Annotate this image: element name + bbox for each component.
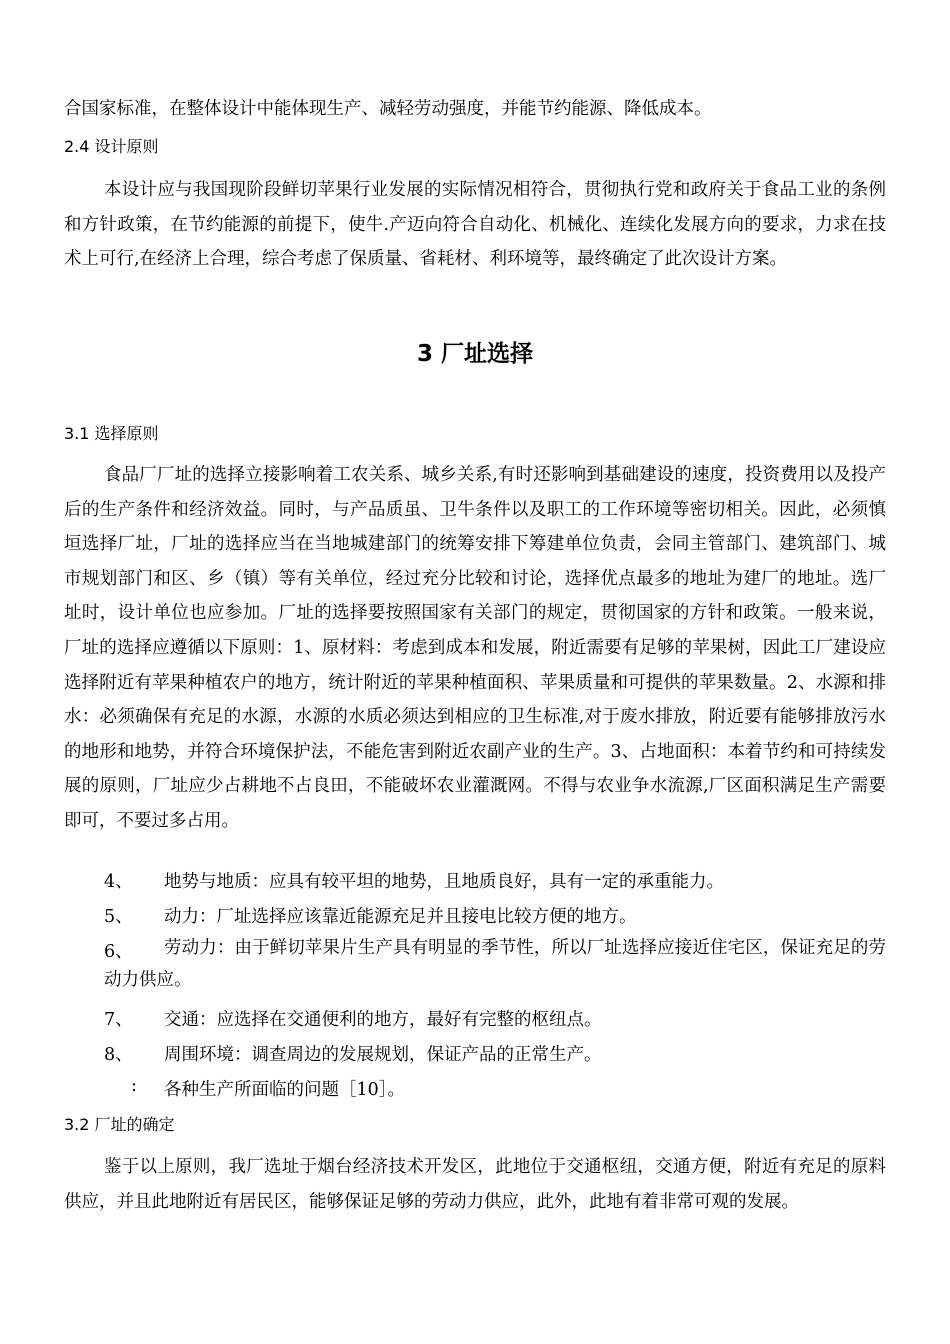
paragraph-site-determination: 鉴于以上原则，我厂选址于烟台经济技术开发区，此地位于交通枢纽，交通方便，附近有充足的原料供应，并且此地附近有居民区，能够保证足够的劳动力供应，此外，此地有着非常可观的发展。 [64,1157,886,1212]
list-item-number: 8、 [104,1045,133,1065]
paragraph-design-principle: 本设计应与我国现阶段鲜切苹果行业发展的实际情况相符合，贯彻执行党和政府关于食品工业的条例和方针政策，在节约能源的前提下，使牛.产迈向符合自动化、机械化、连续化发展方向的要求，力求在技术上可行,在经济上合理，综合考虑了保质量、省耗材、利环境等，最终确定了此次设计方案。 [64,180,886,270]
chapter-title: 3 厂址选择 [416,341,533,367]
list-item-number: 7、 [104,1010,133,1030]
list-item-text: 地势与地质：应具有较平坦的地势，且地质良好，具有一定的承重能力。 [164,872,724,892]
list-item-text: 周围环境：调查周边的发展规划，保证产品的正常生产。 [164,1045,602,1065]
section-heading-3-1: 3.1 选择原则 [64,424,159,443]
list-item-number: 4、 [104,872,133,892]
list-item-text: 各种生产所面临的问题［10］。 [164,1080,406,1100]
list-item-text: 交通：应选择在交通便利的地方，最好有完整的枢纽点。 [164,1010,602,1030]
list-item-number: : [131,1076,137,1096]
list-item-number: 6、 [104,942,133,962]
list-item-text: 劳动力：由于鲜切苹果片生产具有明显的季节性，所以厂址选择应接近住宅区，保证充足的劳动力供应。 [104,938,886,990]
paragraph-selection-principle: 食品厂厂址的选择立接影响着工农关系、城乡关系,有时还影响到基础建设的速度，投资费用以及投产后的生产条件和经济效益。同时，与产品质虽、卫牛条件以及职工的工作环境等密切相关。因此，必须慎垣选择厂址，厂址的选择应当在当地城建部门的统筹安排下筹建单位负责，会同主管部门、建筑部门、城市规划部门和区、乡（镇）等有关单位，经过充分比较和讨论，选择优点最多的地址为建厂的地址。选厂址时，设计单位也应参加。厂址的选择要按照国家有关部门的规定，贯彻国家的方针和政策。一般来说，厂址的选择应遵循以下原则：1、原材料：考虑到成本和发展，附近需要有足够的苹果树，因此工厂建设应选择附近有苹果种植农户的地方，统计附近的苹果种植面积、苹果质量和可提供的苹果数量。2、水源和排水：必须确保有充足的水源，水源的水质必须达到相应的卫生标准,对于废水排放，附近要有能够排放污水的地形和地势，并符合环境保护法，不能危害到附近农副产业的生产。3、占地面积：本着节约和可持续发展的原则，厂址应少占耕地不占良田，不能破坏农业灌溉网。不得与农业争水流源,厂区面积满足生产需要即可，不要过多占用。 [64,465,886,831]
list-item-number: 5、 [104,907,133,927]
section-heading-2-4: 2.4 设计原则 [64,137,159,156]
section-heading-3-2: 3.2 厂址的确定 [64,1115,175,1134]
paragraph-continuation: 合国家标准，在整体设计中能体现生产、减轻劳动强度，并能节约能源、降低成本。 [64,99,712,119]
list-item-text: 动力：厂址选择应该靠近能源充足并且接电比较方便的地方。 [164,907,637,927]
